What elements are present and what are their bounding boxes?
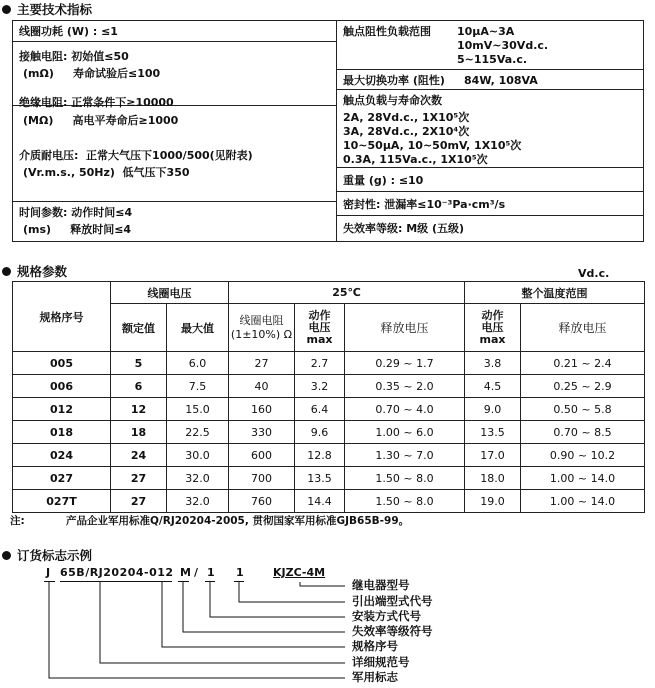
load-range-2: 10mV~30Vd.c. xyxy=(457,39,549,52)
table-cell: 700 xyxy=(229,467,295,490)
bullet-icon xyxy=(2,551,11,560)
table-cell: 27 xyxy=(111,467,167,490)
table-cell: 330 xyxy=(229,421,295,444)
coil-power: 线圈功耗 (W) : ≤1 xyxy=(19,25,118,38)
failure-level: 失效率等级: M级 (五级) xyxy=(343,222,465,235)
table-cell: 7.5 xyxy=(167,375,229,398)
weight: 重量 (g) : ≤10 xyxy=(343,174,424,187)
table-cell: 760 xyxy=(229,490,295,513)
table-cell: 1.00 ~ 14.0 xyxy=(521,490,645,513)
life-1: 2A, 28Vd.c., 1X10⁵次 xyxy=(343,111,470,124)
table-cell: 1.00 ~ 14.0 xyxy=(521,467,645,490)
spec-box xyxy=(12,20,644,242)
table-cell: 0.35 ~ 2.0 xyxy=(345,375,465,398)
load-range-3: 5~115Va.c. xyxy=(457,53,528,66)
note-text: 产品企业军用标准Q/RJ20204-2005, 贯彻国家军用标准GJB65B-99。 xyxy=(66,515,410,527)
table-cell: 3.2 xyxy=(295,375,345,398)
table-cell: 18.0 xyxy=(465,467,521,490)
table-cell: 9.6 xyxy=(295,421,345,444)
order-label-military: 军用标志 xyxy=(352,670,398,684)
table-cell: 6.0 xyxy=(167,352,229,375)
contact-resistance-initial: 接触电阻: 初始值≤50 xyxy=(19,50,129,63)
table-cell: 0.50 ~ 5.8 xyxy=(521,398,645,421)
table-cell: 006 xyxy=(13,375,111,398)
order-label-mounting: 安装方式代号 xyxy=(352,609,421,623)
table-row xyxy=(13,352,645,375)
table-cell: 9.0 xyxy=(465,398,521,421)
table-row xyxy=(13,398,645,421)
header-release: 释放电压 xyxy=(345,304,465,352)
order-part-spec: 65B/RJ20204-012 xyxy=(60,566,174,579)
table-cell: 6 xyxy=(111,375,167,398)
order-connector-lines xyxy=(0,570,360,688)
table-cell: 0.29 ~ 1.7 xyxy=(345,352,465,375)
params-table xyxy=(12,281,645,513)
table-cell: 0.70 ~ 8.5 xyxy=(521,421,645,444)
header-spec-no: 规格序号 xyxy=(13,282,111,352)
table-cell: 024 xyxy=(13,444,111,467)
table-cell: 5 xyxy=(111,352,167,375)
section-title-main-spec: 主要技术指标 xyxy=(2,0,92,18)
order-part-1b: 1 xyxy=(236,566,244,579)
order-part-j: J xyxy=(46,566,51,579)
seal: 密封性: 泄漏率≤10⁻³Pa·cm³/s xyxy=(343,198,506,211)
time-release: (ms) 释放时间≤4 xyxy=(23,223,132,236)
table-cell: 1.50 ~ 8.0 xyxy=(345,467,465,490)
table-cell: 27 xyxy=(229,352,295,375)
section-title-order: 订货标志示例 xyxy=(2,546,92,564)
table-cell: 12.8 xyxy=(295,444,345,467)
bullet-icon xyxy=(2,5,11,14)
order-part-model: KJZC-4M xyxy=(273,566,326,579)
header-coil-voltage: 线圈电压 xyxy=(111,282,229,304)
table-cell: 30.0 xyxy=(167,444,229,467)
header-rated: 额定值 xyxy=(111,304,167,352)
table-cell: 2.7 xyxy=(295,352,345,375)
note-label: 注: xyxy=(10,515,25,527)
time-operate: 时间参数: 动作时间≤4 xyxy=(19,206,133,219)
order-label-relay-model: 继电器型号 xyxy=(352,578,410,592)
table-cell: 13.5 xyxy=(295,467,345,490)
table-cell: 27 xyxy=(111,490,167,513)
table-row xyxy=(13,467,645,490)
table-cell: 13.5 xyxy=(465,421,521,444)
order-part-m: M xyxy=(180,566,191,579)
load-range-label: 触点阻性负载范围 xyxy=(343,25,431,38)
table-cell: 6.4 xyxy=(295,398,345,421)
header-25c: 25℃ xyxy=(229,282,465,304)
table-cell: 0.90 ~ 10.2 xyxy=(521,444,645,467)
table-cell: 22.5 xyxy=(167,421,229,444)
insulation-normal: 绝缘电阻: 正常条件下≥10000 xyxy=(19,96,174,109)
table-cell: 1.30 ~ 7.0 xyxy=(345,444,465,467)
life-2: 3A, 28Vd.c., 2X10⁴次 xyxy=(343,125,470,138)
table-cell: 12 xyxy=(111,398,167,421)
contact-resistance-after: (mΩ) 寿命试验后≤100 xyxy=(23,67,161,80)
table-cell: 18 xyxy=(111,421,167,444)
header-coil-resistance: 线圈电阻 (1±10%) Ω xyxy=(229,304,295,352)
life-3: 10~50μA, 10~50mV, 1X10⁵次 xyxy=(343,139,522,152)
table-row xyxy=(13,490,645,513)
table-cell: 160 xyxy=(229,398,295,421)
dielectric-normal: 介质耐电压: 正常大气压下1000/500(见附表) xyxy=(19,149,253,162)
load-range-1: 10μA~3A xyxy=(457,25,515,38)
order-label-spec-no: 规格序号 xyxy=(352,639,398,653)
table-cell: 0.25 ~ 2.9 xyxy=(521,375,645,398)
table-cell: 4.5 xyxy=(465,375,521,398)
table-row xyxy=(13,444,645,467)
dielectric-low: (Vr.m.s., 50Hz) 低气压下350 xyxy=(23,166,190,179)
table-cell: 19.0 xyxy=(465,490,521,513)
table-cell: 32.0 xyxy=(167,467,229,490)
table-cell: 14.4 xyxy=(295,490,345,513)
table-cell: 15.0 xyxy=(167,398,229,421)
order-label-detail-spec: 详细规范号 xyxy=(352,655,410,669)
header-temp-range: 整个温度范围 xyxy=(465,282,645,304)
table-cell: 0.70 ~ 4.0 xyxy=(345,398,465,421)
table-cell: 600 xyxy=(229,444,295,467)
order-label-terminal: 引出端型式代号 xyxy=(352,594,433,608)
table-cell: 17.0 xyxy=(465,444,521,467)
unit-label: Vd.c. xyxy=(578,267,610,280)
max-switching-power: 最大切换功率 (阻性) 84W, 108VA xyxy=(343,74,538,87)
table-cell: 018 xyxy=(13,421,111,444)
order-part-1a: 1 xyxy=(207,566,215,579)
table-cell: 0.21 ~ 2.4 xyxy=(521,352,645,375)
table-cell: 40 xyxy=(229,375,295,398)
bullet-icon xyxy=(2,267,11,276)
table-cell: 3.8 xyxy=(465,352,521,375)
header-release-range: 释放电压 xyxy=(521,304,645,352)
order-part-slash: / xyxy=(194,566,199,579)
order-label-failure: 失效率等级符号 xyxy=(352,624,433,638)
life-title: 触点负载与寿命次数 xyxy=(343,94,442,107)
table-row xyxy=(13,375,645,398)
table-cell: 005 xyxy=(13,352,111,375)
table-row xyxy=(13,421,645,444)
table-cell: 32.0 xyxy=(167,490,229,513)
header-max: 最大值 xyxy=(167,304,229,352)
life-4: 0.3A, 115Va.c., 1X10⁵次 xyxy=(343,153,488,166)
table-cell: 027T xyxy=(13,490,111,513)
table-cell: 1.00 ~ 6.0 xyxy=(345,421,465,444)
insulation-after: (MΩ) 高电平寿命后≥1000 xyxy=(23,114,179,127)
table-cell: 1.50 ~ 8.0 xyxy=(345,490,465,513)
header-pickup-range: 动作 电压 max xyxy=(465,304,521,352)
table-cell: 027 xyxy=(13,467,111,490)
table-cell: 012 xyxy=(13,398,111,421)
header-pickup: 动作 电压 max xyxy=(295,304,345,352)
table-cell: 24 xyxy=(111,444,167,467)
section-title-params: 规格参数 xyxy=(2,262,67,280)
